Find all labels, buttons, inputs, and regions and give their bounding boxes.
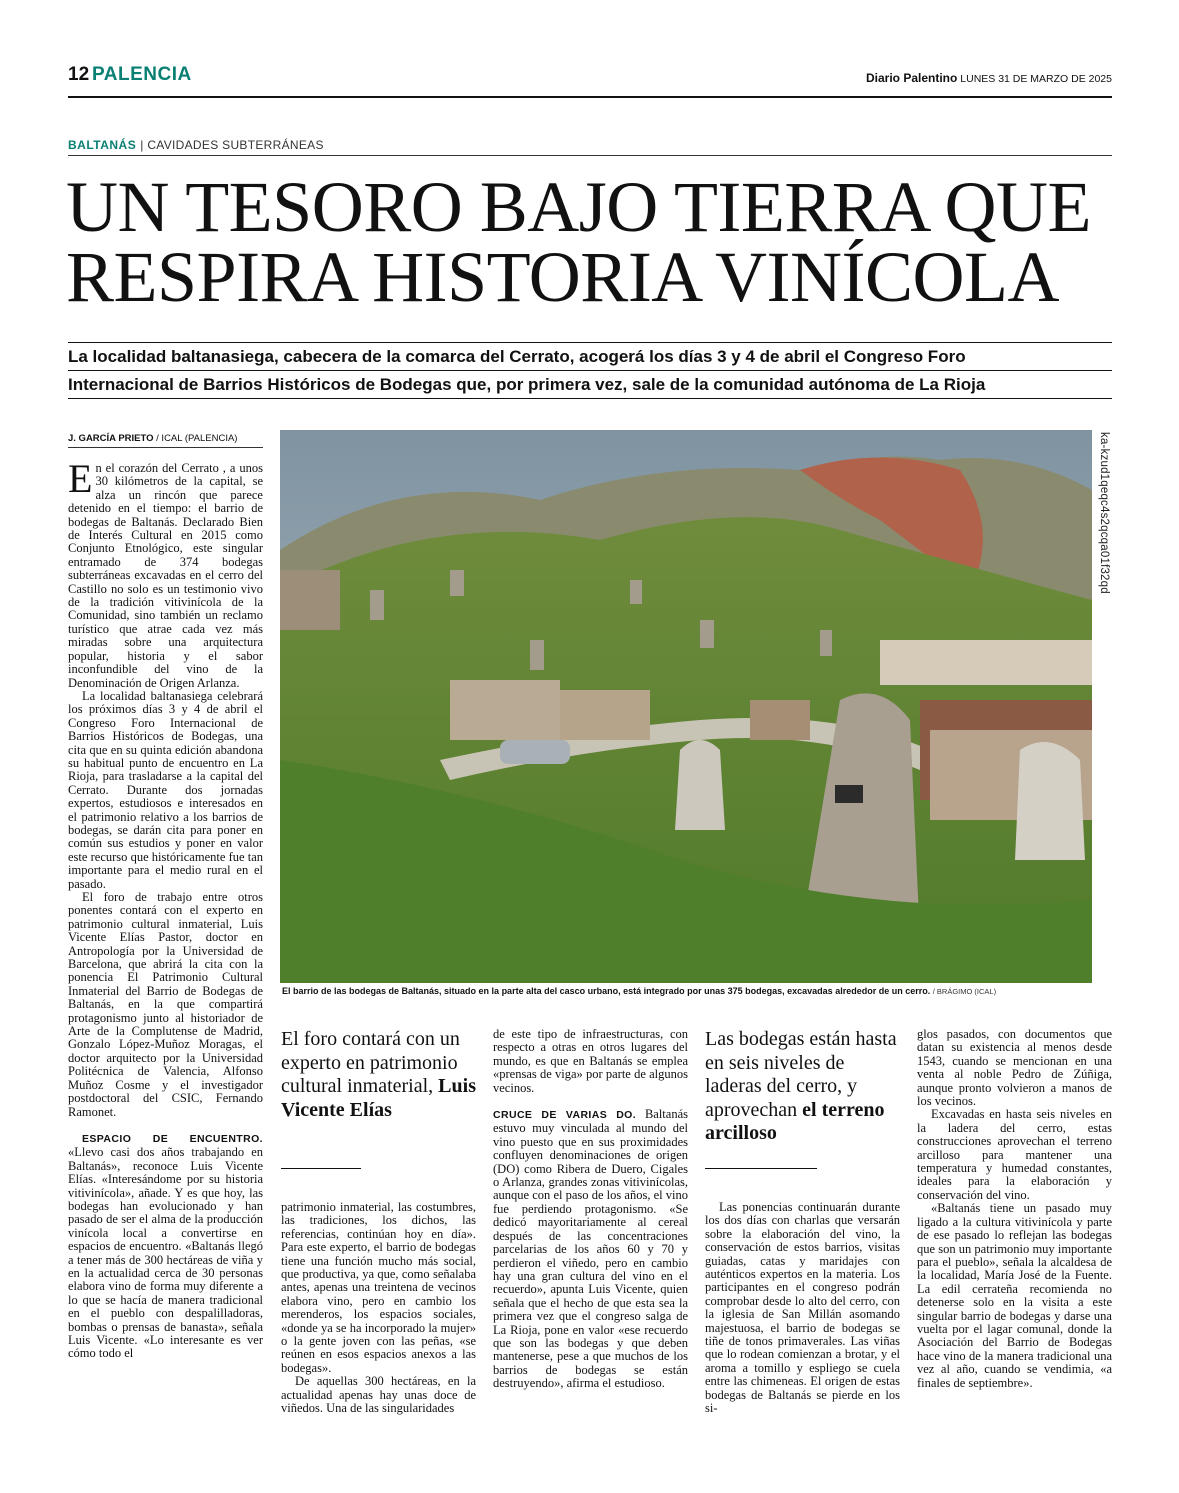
caption-credit: / BRÁGIMO (ICAL): [932, 987, 997, 996]
masthead: [68, 64, 1112, 98]
inline-subhead: ESPACIO DE ENCUENTRO.: [82, 1132, 263, 1145]
paragraph: Las ponencias continuarán durante los dos días con charlas que versarán sobre la elaboración del vino, la conservación de estos barrios, visitas guiadas, catas y maridajes con auténticos expertos en la materia. Los participantes en el congreso podrán comprobar desde lo alto del cerro, con la iglesia de San Millán asomando majestuosa, el barrio de bodegas se tiñe de tonos primaverales. Las viñas que lo rodean comienzan a brotar, y el aroma a tomillo y espliego se cuela entre las chimeneas. El origen de estas bodegas de Baltanás se pierde en los si-: [705, 1200, 900, 1416]
pull-quote-2: [705, 1028, 900, 1146]
paragraph: «Baltanás tiene un pasado muy ligado a la cultura vitivinícola y parte de ese pasado lo reflejan las bodegas que son un patrimonio muy importante para el pueblo», señala la alcaldesa de la localidad, María José de la Fuente. La edil cerrateña recomienda no detenerse solo en la visita a este singular barrio de bodegas y darse una vuelta por el lagar comunal, donde la Asociación del Barrio de Bodegas hace vino de la manera tradicional una vez al año, cuando se vendimia, «a finales de septiembre».: [917, 1201, 1112, 1390]
issue-date: LUNES 31 DE MARZO DE 2025: [960, 73, 1112, 85]
pull-quote-bold: Luis Vicente Elías: [281, 1075, 476, 1121]
pull-quote-text: El foro contará con un experto en patrimonio cultural inmaterial,: [281, 1028, 460, 1097]
paragraph: glos pasados, con documentos que datan su existencia al menos desde 1543, cuando se mencionan en una venta al noble Pedro de Zúñiga, aunque pronto volvieron a manos de los vecinos.: [917, 1027, 1112, 1109]
kicker-separator: |: [140, 138, 144, 152]
paragraph-text: Baltanás estuvo muy vinculada al mundo del vino puesto que en sus proximidades confluyen denominaciones de origen (DO) como Ribera de Duero, Cigales o Arlanza, grandes zonas vitivinícolas, aunque con el paso de los años, el vino fue perdiendo protagonismo. «Se dedicó mayoritariamente al cereal después de las concentraciones parcelarias de los años 60 y 70 y perdieron el viñedo, pero en cambio hay una gran cultura del vino en el recuerdo», apunta Luis Vicente, quien señala que el hecho de que esta sea la primera vez que el congreso salga de La Rioja, pone en valor «ese recuerdo que son las bodegas y que deben mantenerse, pese a que muchos de los barrios de bodegas se están destruyendo», afirma el estudioso.: [493, 1107, 688, 1391]
paragraph: El foro de trabajo entre otros ponentes contará con el experto en patrimonio cultural inmaterial, Luis Vicente Elías Pastor, doctor en Antropología por la Universidad de Barcelona, que abrirá la cita con la ponencia El Patrimonio Cultural Inmaterial del Barrio de Bodegas de Baltanás, en la que compartirá protagonismo junto al historiador de Arte de la Complutense de Madrid, Gonzalo López-Muñoz Moragas, el doctor arquitecto por la Universidad Politécnica de Valencia, Alfonso Muñoz Cosme y el investigador postdoctoral del CSIC, Fernando Ramonet.: [68, 890, 263, 1119]
inline-subhead: CRUCE DE VARIAS DO.: [493, 1109, 637, 1122]
byline-agency: / ICAL (PALENCIA): [156, 433, 238, 444]
caption-text: El barrio de las bodegas de Baltanás, situado en la parte alta del casco urbano, está integrado por unas 375 bodegas, excavadas alrededor de un cerro.: [282, 986, 931, 996]
section-name: PALENCIA: [92, 64, 192, 85]
page-number: 12: [68, 64, 90, 85]
body-column-5: [917, 1028, 1112, 1390]
headline: [66, 167, 1116, 317]
photo-caption: [282, 986, 1112, 997]
byline-author: J. GARCÍA PRIETO: [68, 433, 154, 444]
body-column-3: [493, 1028, 688, 1391]
pull-quote-bold: el terreno arcilloso: [705, 1098, 885, 1144]
paper-name: Diario Palentino: [865, 71, 958, 85]
kicker-place: BALTANÁS: [68, 138, 137, 152]
body-column-1: [68, 456, 263, 1361]
byline: [68, 433, 263, 448]
paragraph: [68, 1132, 263, 1361]
drop-cap: E: [68, 456, 93, 501]
paragraph: [493, 1108, 688, 1391]
paragraph: Excavadas en hasta seis niveles en la ladera del cerro, estas construcciones aprovechan el terreno arcilloso para mantener una temperatura y humedad constantes, ideales para la elaboración y conservación del vino.: [917, 1107, 1112, 1202]
headline-line-1: UN TESORO BAJO TIERRA QUE: [66, 167, 1091, 247]
pull-quote-1-rule: [281, 1168, 361, 1169]
paper-info: [866, 71, 1112, 85]
paragraph: de este tipo de infraestructuras, con respecto a otras en otros lugares del mundo, es que en Baltanás se emplea «prensas de viga» por parte de algunos vecinos.: [493, 1027, 688, 1095]
subheadline: [68, 342, 1112, 399]
paragraph-text: «Llevo casi dos años trabajando en Baltanás», reconoce Luis Vicente Elías. «Interesándome por su historia vitivinícola», añade. Y es que hoy, las bodegas han evolucionado y han pasado de ser el alma de la producción vinícola local a convertirse en espacios de encuentro. «Baltanás llegó a tener más de 300 hectáreas de viña y en la actualidad cerca de 30 personas elabora vino de forma muy diferente a lo que se hacía de manera tradicional en el pueblo con despalilladoras, bombas o prensas de banasta», señala Luis Vicente. «Lo interesante es ver cómo todo el: [68, 1145, 263, 1361]
subheadline-line-1: La localidad baltanasiega, cabecera de la comarca del Cerrato, acogerá los días 3 y 4 de abril el Congreso Foro: [68, 347, 966, 366]
article-photo: [280, 430, 1092, 983]
pull-quote-text: Las bodegas están hasta en seis niveles de laderas del cerro, y aprovechan: [705, 1028, 897, 1121]
paragraph-text: n el corazón del Cerrato , a unos 30 kilómetros de la capital, se alza un rincón que parece detenido en el tiempo: el barrio de bodegas de Baltanás. Declarado Bien de Interés Cultural en 2015 como Conjunto Etnológico, este singular entramado de 374 bodegas subterráneas excavadas en el cerro del Castillo no solo es un testimonio vivo de la tradición vitivinícola de la Comunidad, sino también un reclamo turístico que atrae cada vez más miradas sobre una arquitectura popular, historia y el sabor inconfundible del vino de la Denominación de Origen Arlanza.: [68, 461, 263, 690]
paragraph: La localidad baltanasiega celebrará los próximos días 3 y 4 de abril el Congreso Foro Internacional de Barrios Históricos de Bodegas, una cita que en su quinta edición abandona su habitual punto de encuentro en La Rioja, para trasladarse a la capital del Cerrato. Durante dos jornadas expertos, estudiosos e interesados en el patrimonio relativo a los barrios de bodegas, se darán cita para poner en común sus estudios y poner en valor este recurso que históricamente fue tan importante para el medio rural en el pasado.: [68, 688, 263, 891]
side-code: [1095, 432, 1113, 652]
pull-quote-2-rule: [705, 1168, 817, 1169]
side-code-text: ka-kzud1qeqc4s2qcqa01f32qd: [1098, 432, 1110, 594]
paragraph: De aquellas 300 hectáreas, en la actualidad apenas hay unas doce de viñedos. Una de las singularidades: [281, 1374, 476, 1416]
subheadline-line-2: Internacional de Barrios Históricos de Bodegas que, por primera vez, sale de la comunidad autónoma de La Rioja: [68, 370, 1112, 398]
paragraph: patrimonio inmaterial, las costumbres, las tradiciones, los dichos, las referencias, continúan hoy en día». Para este experto, el barrio de bodegas tiene una función mucho más social, que productiva, ya que, como señalaba antes, apenas una treintena de vecinos elabora vino, pero en cambio los merenderos, los espacios sociales, «donde ya se ha incorporado la mujer» o la gente joven con las peñas, «se reúnen en esos espacios anexos a las bodegas».: [281, 1200, 476, 1375]
bodegas-landscape-image: [280, 430, 1092, 983]
body-column-2: [281, 1201, 476, 1416]
paragraph: [68, 456, 263, 690]
headline-line-2: RESPIRA HISTORIA VINÍCOLA: [66, 237, 1059, 317]
kicker: [68, 138, 1112, 156]
pull-quote-1: [281, 1028, 476, 1122]
body-column-4: [705, 1201, 900, 1416]
kicker-topic: CAVIDADES SUBTERRÁNEAS: [147, 138, 324, 152]
